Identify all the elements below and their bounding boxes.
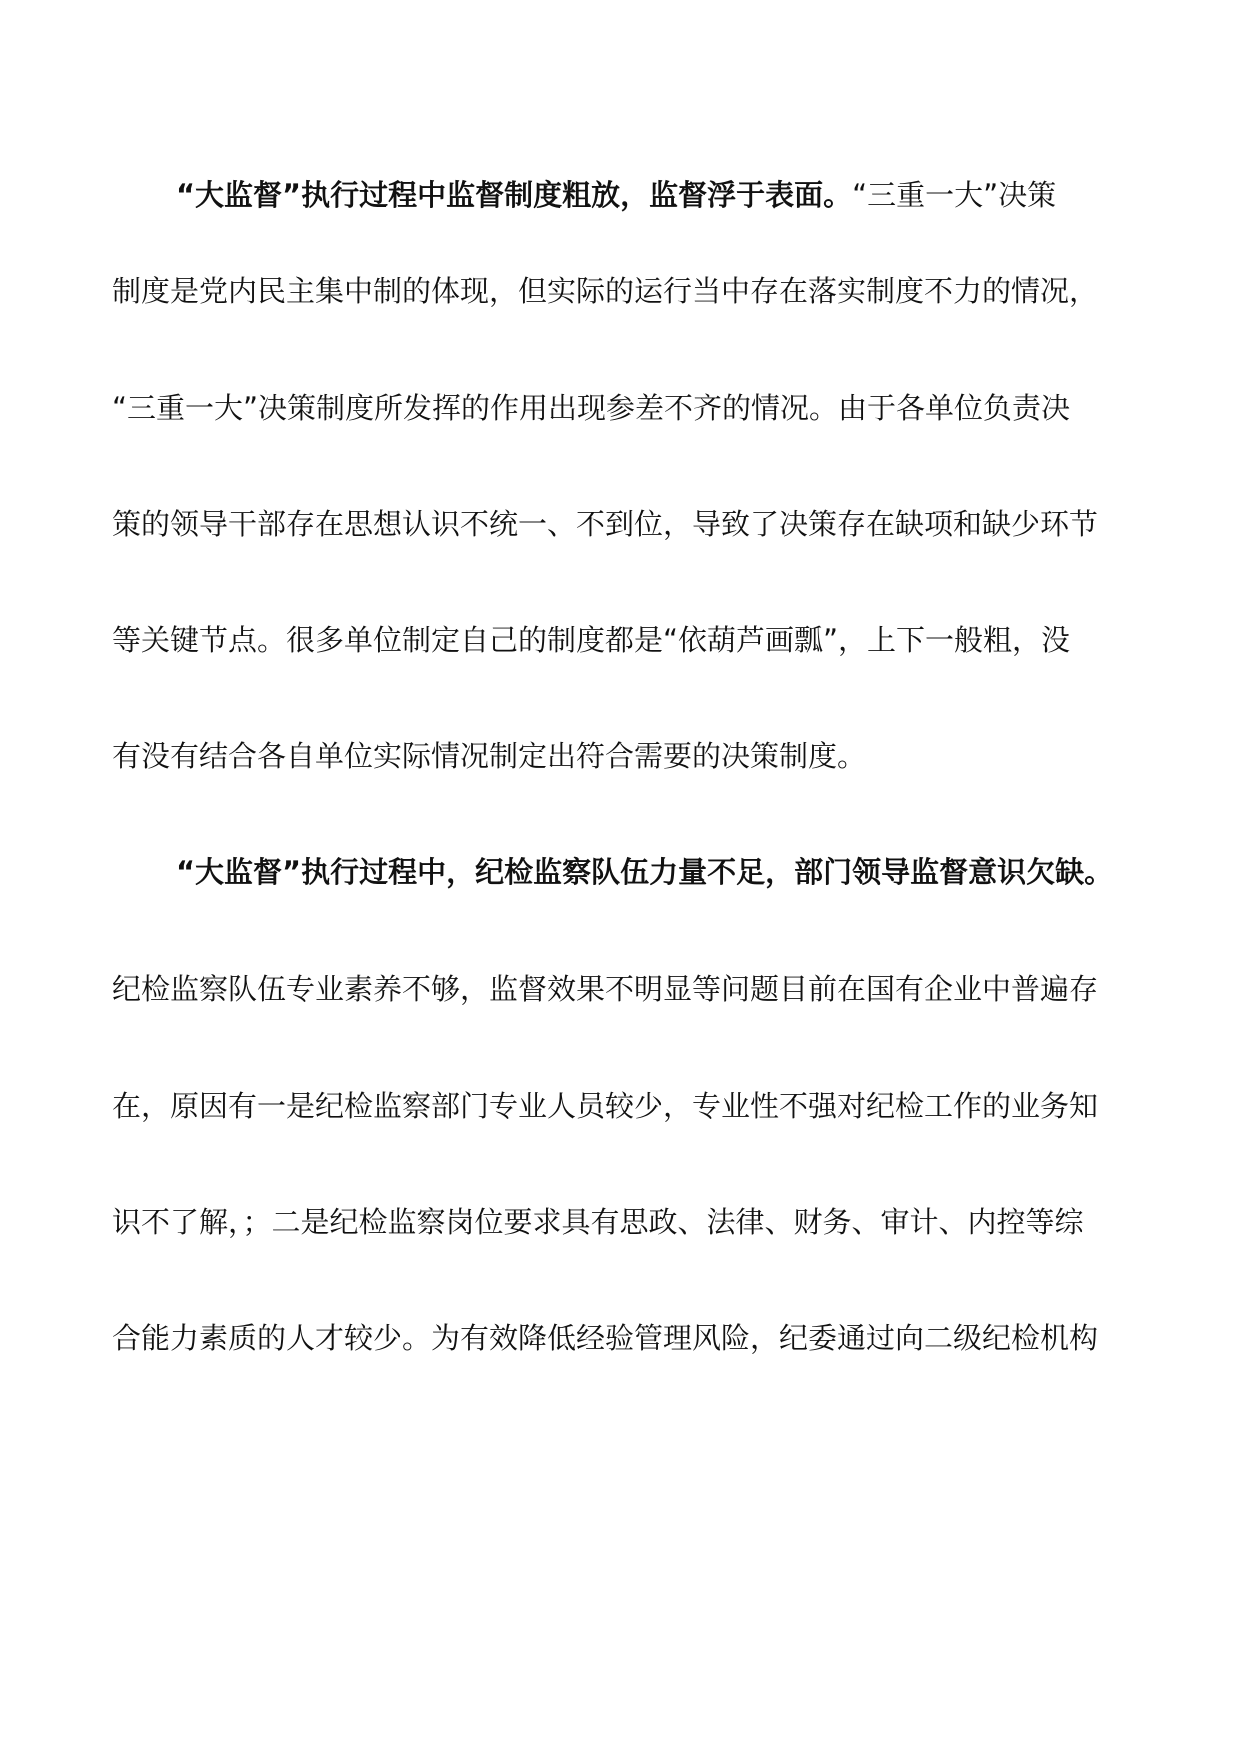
paragraph-2-line-2: 纪检监察队伍专业素养不够，监督效果不明显等问题目前在国有企业中普遍存 — [112, 972, 1099, 1006]
paragraph-1-heading: “大监督”执行过程中监督制度粗放，监督浮于表面。 — [176, 178, 853, 212]
paragraph-2-heading: “大监督”执行过程中，纪检监察队伍力量不足，部门领导监督意识欠缺。 — [176, 855, 1114, 889]
paragraph-1-line-3: “三重一大”决策制度所发挥的作用出现参差不齐的情况。由于各单位负责决 — [112, 391, 1071, 425]
paragraph-2-line-4: 识不了解，；二是纪检监察岗位要求具有思政、法律、财务、审计、内控等综 — [112, 1205, 1084, 1239]
paragraph-1-line-1-text: “三重一大”决策 — [852, 178, 1057, 212]
paragraph-1-line-4: 策的领导干部存在思想认识不统一、不到位，导致了决策存在缺项和缺少环节 — [112, 507, 1099, 541]
paragraph-1-line-6: 有没有结合各自单位实际情况制定出符合需要的决策制度。 — [112, 739, 867, 773]
paragraph-1-line-2: 制度是党内民主集中制的体现，但实际的运行当中存在落实制度不力的情况， — [112, 274, 1099, 308]
paragraph-2-line-5: 合能力素质的人才较少。为有效降低经验管理风险，纪委通过向二级纪检机构 — [112, 1321, 1099, 1355]
paragraph-1-line-1 — [176, 171, 1142, 219]
paragraph-2-line-3: 在，原因有一是纪检监察部门专业人员较少，专业性不强对纪检工作的业务知 — [112, 1089, 1099, 1123]
paragraph-1-line-5: 等关键节点。很多单位制定自己的制度都是“依葫芦画瓢”，上下一般粗，没 — [112, 623, 1071, 657]
